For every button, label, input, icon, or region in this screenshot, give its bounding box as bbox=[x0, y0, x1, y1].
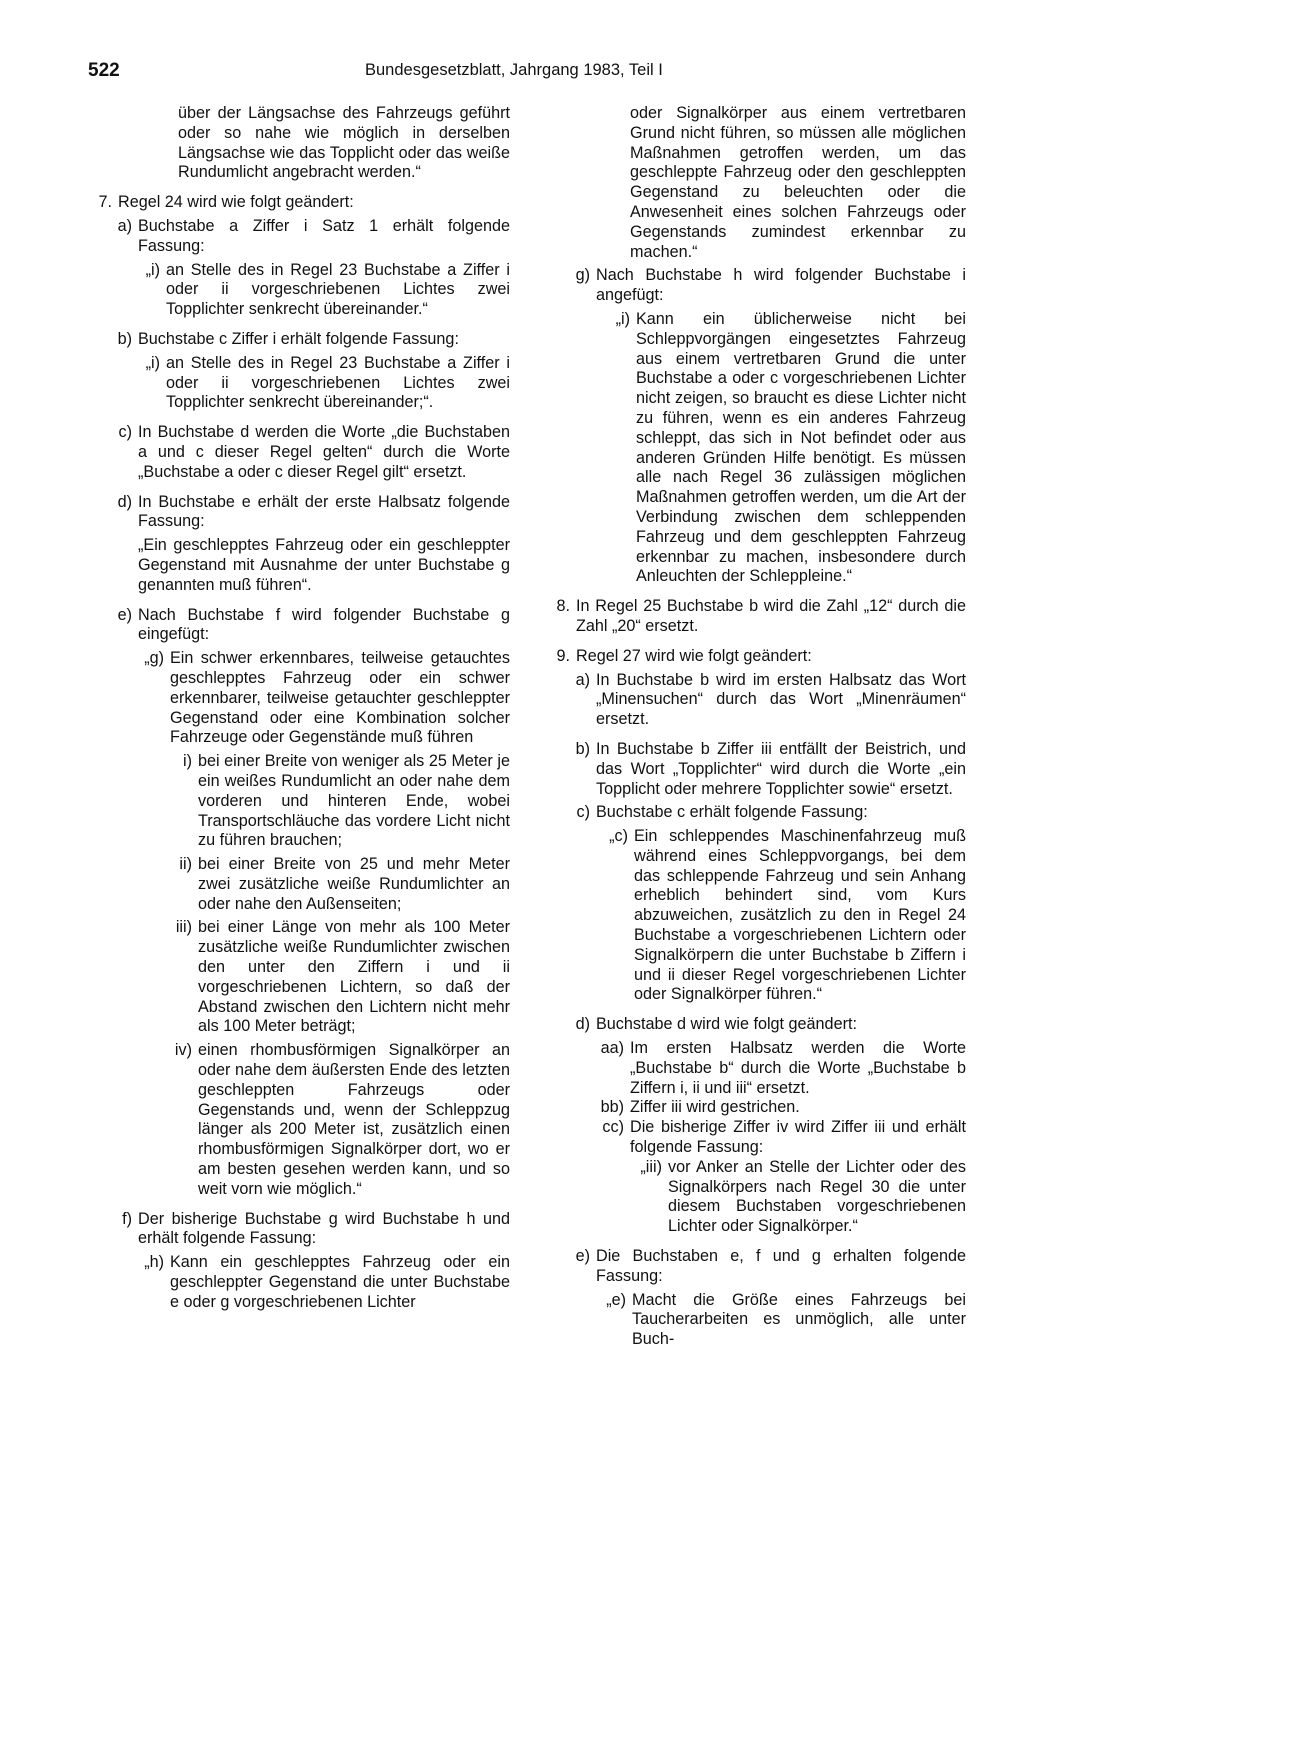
subitem-e bbox=[570, 1247, 966, 1287]
item-text: Macht die Größe eines Fahrzeugs bei Taucherarbeiten es unmöglich, alle unter Buch- bbox=[632, 1290, 966, 1349]
item-text: Buchstabe c erhält folgende Fassung: bbox=[596, 803, 868, 822]
item-label: e) bbox=[575, 1247, 590, 1266]
quote-g bbox=[132, 649, 510, 748]
item-text: In Buchstabe d werden die Worte „die Buchstaben a und c dieser Regel gelten“ durch die Worte „Buchstabe a oder c dieser Regel gilt“ ersetzt. bbox=[138, 423, 510, 481]
subitem-aa bbox=[592, 1039, 966, 1098]
item-text: Buchstabe d wird wie folgt geändert: bbox=[596, 1015, 857, 1034]
item-label: a) bbox=[575, 670, 590, 689]
item-text: Die Buchstaben e, f und g erhalten folgende Fassung: bbox=[596, 1247, 966, 1285]
item-label: „g) bbox=[144, 649, 164, 668]
continued-text: über der Längsachse des Fahrzeugs geführt oder so nahe wie möglich in derselben Längsachse wie das Topplicht oder das weiße Rundumlicht angebracht werden.“ bbox=[178, 104, 510, 182]
item-7 bbox=[90, 193, 510, 213]
subitem-c bbox=[570, 803, 966, 823]
item-8 bbox=[548, 597, 966, 637]
item-label: „c) bbox=[609, 827, 628, 846]
quote-h bbox=[132, 1253, 510, 1312]
item-text: an Stelle des in Regel 23 Buchstabe a Ziffer i oder ii vorgeschriebenen Lichtes zwei Topplichter senkrecht übereinander;“. bbox=[166, 353, 510, 412]
item-label: f) bbox=[122, 1209, 132, 1228]
subitem-c bbox=[112, 423, 510, 482]
item-label: b) bbox=[575, 739, 590, 758]
quote-iii bbox=[624, 1158, 966, 1237]
page-number: 522 bbox=[88, 60, 120, 81]
item-label: i) bbox=[183, 752, 192, 771]
item-text: Nach Buchstabe h wird folgender Buchstabe i angefügt: bbox=[596, 266, 966, 305]
item-label: 7. bbox=[98, 193, 112, 212]
item-label: d) bbox=[575, 1015, 590, 1034]
quote-i bbox=[138, 261, 510, 320]
item-text: In Buchstabe b wird im ersten Halbsatz das Wort „Minensuchen“ durch das Wort „Minenräumen“ ersetzt. bbox=[596, 670, 966, 729]
item-label: bb) bbox=[600, 1098, 624, 1117]
item-label: cc) bbox=[602, 1118, 624, 1137]
item-label: b) bbox=[117, 329, 132, 348]
item-text: Ein schleppendes Maschinenfahrzeug muß während eines Schleppvorgangs, bei dem das schleppende Fahrzeug und sein Anhang erheblich behindert sind, vom Kurs abzuweichen, zusätzlich zu den in Regel 24 Buchstabe a vorgeschriebenen Lichtern oder Signalkörpern die unter Buchstabe b Ziffern i und ii dieser Regel vorgeschriebenen Lichter oder Signalkörper führen.“ bbox=[634, 827, 966, 1004]
item-text: Regel 24 wird wie folgt geändert: bbox=[118, 193, 354, 212]
item-label: „i) bbox=[615, 309, 630, 328]
item-text: bei einer Länge von mehr als 100 Meter zusätzliche weiße Rundumlichter zwischen den unter den Ziffern i und ii vorgeschriebenen Lichtern, so daß der Abstand zwischen den Lichtern nicht mehr als 100 Meter beträgt; bbox=[198, 918, 510, 1036]
item-label: 9. bbox=[556, 646, 570, 665]
item-9 bbox=[548, 647, 966, 667]
subitem-g bbox=[570, 266, 966, 306]
subitem-bb bbox=[592, 1098, 966, 1118]
item-label: e) bbox=[117, 605, 132, 624]
item-label: „h) bbox=[144, 1253, 164, 1272]
item-text: Der bisherige Buchstabe g wird Buchstabe h und erhält folgende Fassung: bbox=[138, 1209, 510, 1248]
subitem-d bbox=[570, 1015, 966, 1035]
item-text: bei einer Breite von weniger als 25 Meter je ein weißes Rundumlicht an oder nahe dem vorderen und hinteren Ende, wobei Transportschläuche das vordere Licht nicht zu führen brauchen; bbox=[198, 752, 510, 850]
quote-e bbox=[592, 1291, 966, 1350]
item-label: „iii) bbox=[640, 1157, 662, 1176]
quote-i bbox=[138, 354, 510, 413]
item-text: an Stelle des in Regel 23 Buchstabe a Ziffer i oder ii vorgeschriebenen Lichtes zwei Topplichter senkrecht übereinander.“ bbox=[166, 260, 510, 319]
item-label: g) bbox=[575, 266, 590, 285]
subitem-cc bbox=[592, 1118, 966, 1158]
item-label: iv) bbox=[174, 1041, 192, 1060]
subitem-f bbox=[112, 1210, 510, 1250]
item-text: einen rhombusförmigen Signalkörper an oder nahe dem äußersten Ende des letzten geschleppten Fahrzeugs oder Gegenstands und, wenn der Schleppzug länger als 200 Meter ist, zusätzlich einen rhombusförmigen Signalkörper dort, wo er am besten gesehen werden kann, und so weit vorn wie möglich.“ bbox=[198, 1041, 510, 1198]
subitem-e bbox=[112, 606, 510, 646]
right-column bbox=[548, 104, 966, 1350]
quote-text: „Ein geschlepptes Fahrzeug oder ein geschleppter Gegenstand mit Ausnahme der unter Buchstabe g genannten muß führen“. bbox=[138, 536, 510, 594]
item-label: „i) bbox=[145, 353, 160, 372]
quote-i bbox=[592, 310, 966, 587]
item-text: Ein schwer erkennbares, teilweise getauchtes geschlepptes Fahrzeug oder ein schwer erkennbarer, teilweise getauchter geschleppter Gegenstand oder eine Kombination solcher Fahrzeuge oder Gegenstände muß führen bbox=[170, 649, 510, 747]
subitem-b bbox=[570, 740, 966, 799]
item-text: Nach Buchstabe f wird folgender Buchstabe g eingefügt: bbox=[138, 605, 510, 644]
continued-text: oder Signalkörper aus einem vertretbaren Grund nicht führen, so müssen alle möglichen Maßnahmen getroffen werden, um das geschleppte Fahrzeug oder den geschleppten Gegenstand zu beleuchten oder die Anwesenheit eines solchen Fahrzeugs oder Gegenstands zumindest erkennbar zu machen.“ bbox=[630, 104, 966, 261]
item-text: In Regel 25 Buchstabe b wird die Zahl „12“ durch die Zahl „20“ ersetzt. bbox=[576, 597, 966, 635]
item-label: „e) bbox=[606, 1290, 626, 1309]
left-column bbox=[90, 104, 510, 1313]
item-text: In Buchstabe e erhält der erste Halbsatz folgende Fassung: bbox=[138, 492, 510, 531]
item-text: Im ersten Halbsatz werden die Worte „Buchstabe b“ durch die Worte „Buchstabe b Ziffern i, ii und iii“ ersetzt. bbox=[630, 1039, 966, 1097]
item-label: c) bbox=[118, 423, 132, 442]
item-text: Buchstabe a Ziffer i Satz 1 erhält folgende Fassung: bbox=[138, 216, 510, 255]
item-text: In Buchstabe b Ziffer iii entfällt der Beistrich, und das Wort „Topplichter“ wird durch die Worte „ein Topplicht oder mehrere Topplichter sowie“ ersetzt. bbox=[596, 739, 966, 798]
item-label: „i) bbox=[145, 260, 160, 279]
numeral-i bbox=[166, 752, 510, 851]
running-title: Bundesgesetzblatt, Jahrgang 1983, Teil I bbox=[365, 61, 663, 79]
item-text: Regel 27 wird wie folgt geändert: bbox=[576, 646, 812, 665]
subitem-a bbox=[570, 671, 966, 730]
item-label: iii) bbox=[175, 918, 192, 937]
numeral-iv bbox=[166, 1041, 510, 1199]
subitem-d bbox=[112, 493, 510, 533]
numeral-iii bbox=[166, 918, 510, 1037]
item-text: Die bisherige Ziffer iv wird Ziffer iii und erhält folgende Fassung: bbox=[630, 1118, 966, 1157]
quote-c bbox=[592, 827, 966, 1005]
item-label: 8. bbox=[556, 597, 570, 616]
numeral-ii bbox=[166, 855, 510, 914]
subitem-a bbox=[112, 217, 510, 257]
item-label: c) bbox=[576, 803, 590, 822]
item-text: Buchstabe c Ziffer i erhält folgende Fassung: bbox=[138, 329, 459, 348]
item-text: Kann ein üblicherweise nicht bei Schleppvorgängen eingesetztes Fahrzeug aus einem vertretbaren Grund die unter Buchstabe a oder c vorgeschriebenen Lichter nicht zeigen, so braucht es diese Lichter nicht zu führen, wenn es ein anderes Fahrzeug schleppt, das sich in Not befindet oder aus anderen Gründen Hilfe benötigt. Es müssen alle nach Regel 36 zulässigen möglichen Maßnahmen getroffen werden, um die Art der Verbindung zwischen dem schleppenden Fahrzeug und dem geschleppten Fahrzeug erkennbar zu machen, insbesondere durch Anleuchten der Schleppleine.“ bbox=[636, 309, 966, 586]
item-text: vor Anker an Stelle der Lichter oder des Signalkörpers nach Regel 30 die unter diesem Buchstaben vorgeschriebenen Lichter oder Signalkörper.“ bbox=[668, 1157, 966, 1236]
item-label: d) bbox=[117, 492, 132, 511]
subitem-b bbox=[112, 330, 510, 350]
item-text: bei einer Breite von 25 und mehr Meter zwei zusätzliche weiße Rundumlichter an oder nahe den Außenseiten; bbox=[198, 855, 510, 913]
item-text: Ziffer iii wird gestrichen. bbox=[630, 1098, 800, 1117]
item-label: aa) bbox=[600, 1039, 624, 1058]
item-label: ii) bbox=[179, 855, 192, 874]
item-label: a) bbox=[117, 216, 132, 235]
item-text: Kann ein geschlepptes Fahrzeug oder ein geschleppter Gegenstand die unter Buchstabe e oder g vorgeschriebenen Lichter bbox=[170, 1253, 510, 1311]
